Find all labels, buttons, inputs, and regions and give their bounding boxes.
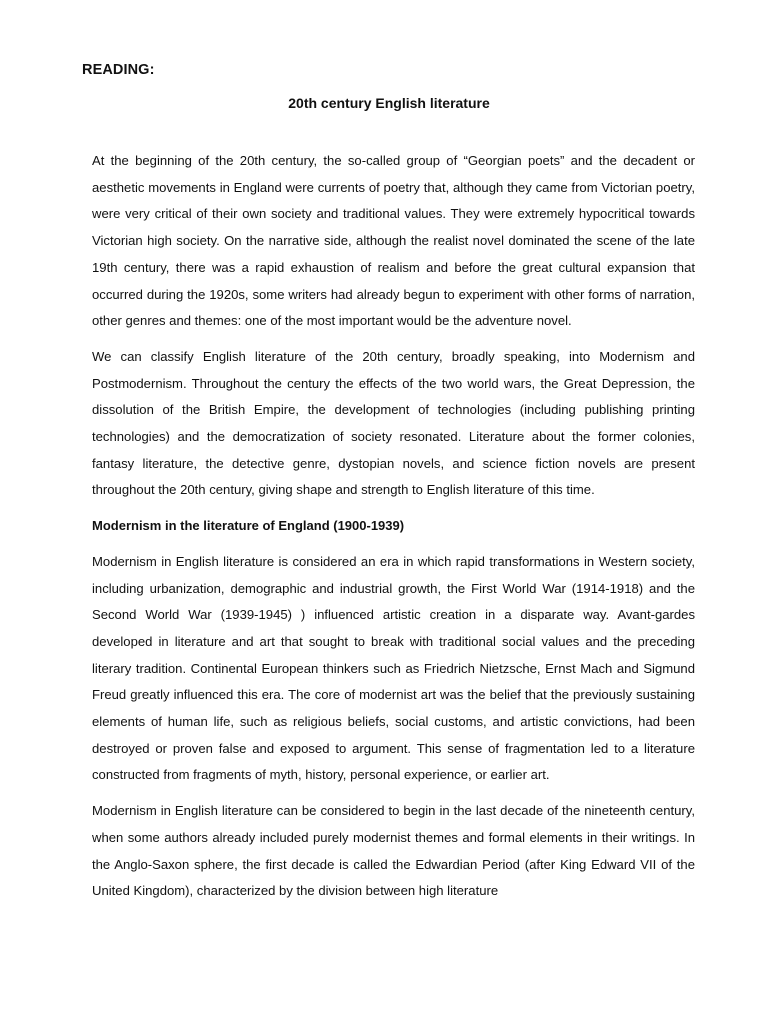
- page-title: 20th century English literature: [288, 95, 490, 111]
- paragraph-3: Modernism in English literature is considered an era in which rapid transformations in Western society, including urbanization, demographic and industrial growth, the First World War (1914-1918) and the Second World War (1939-1945) ) influenced artistic creation in a disparate way. Avant-gardes developed in literature and art that sought to break with traditional social values and the preceding literary tradition. Continental European thinkers such as Friedrich Nietzsche, Ernst Mach and Sigmund Freud greatly influenced this era. The core of modernist art was the belief that the previously sustaining elements of human life, such as religious beliefs, social customs, and artistic convictions, had been destroyed or proven false and exposed to argument. This sense of fragmentation led to a literature constructed from fragments of myth, history, personal experience, or earlier art.: [92, 553, 695, 783]
- paragraph-1: At the beginning of the 20th century, the so-called group of “Georgian poets” and the decadent or aesthetic movements in England were currents of poetry that, although they came from Victorian poetry, were very critical of their own society and traditional values. They were extremely hypocritical towards Victorian high society. On the narrative side, although the realist novel dominated the scene of the late 19th century, there was a rapid exhaustion of realism and before the great cultural expansion that occurred during the 1920s, some writers had already begun to experiment with other forms of narration, other genres and themes: one of the most important would be the adventure novel.: [92, 153, 695, 329]
- paragraph-4: Modernism in English literature can be considered to begin in the last decade of the nineteenth century, when some authors already included purely modernist themes and formal elements in their writings. In the Anglo-Saxon sphere, the first decade is called the Edwardian Period (after King Edward VII of the United Kingdom), characterized by the division between high literature: [92, 803, 695, 899]
- reading-label: READING:: [82, 62, 155, 78]
- document-body: [92, 148, 695, 914]
- section-heading: Modernism in the literature of England (1900-1939): [92, 518, 405, 534]
- paragraph-2: We can classify English literature of the 20th century, broadly speaking, into Modernism and Postmodernism. Throughout the century the effects of the two world wars, the Great Depression, the dissolution of the British Empire, the development of technologies (including publishing printing technologies) and the democratization of society resonated. Literature about the former colonies, fantasy literature, the detective genre, dystopian novels, and science fiction novels are present throughout the 20th century, giving shape and strength to English literature of this time.: [92, 348, 695, 498]
